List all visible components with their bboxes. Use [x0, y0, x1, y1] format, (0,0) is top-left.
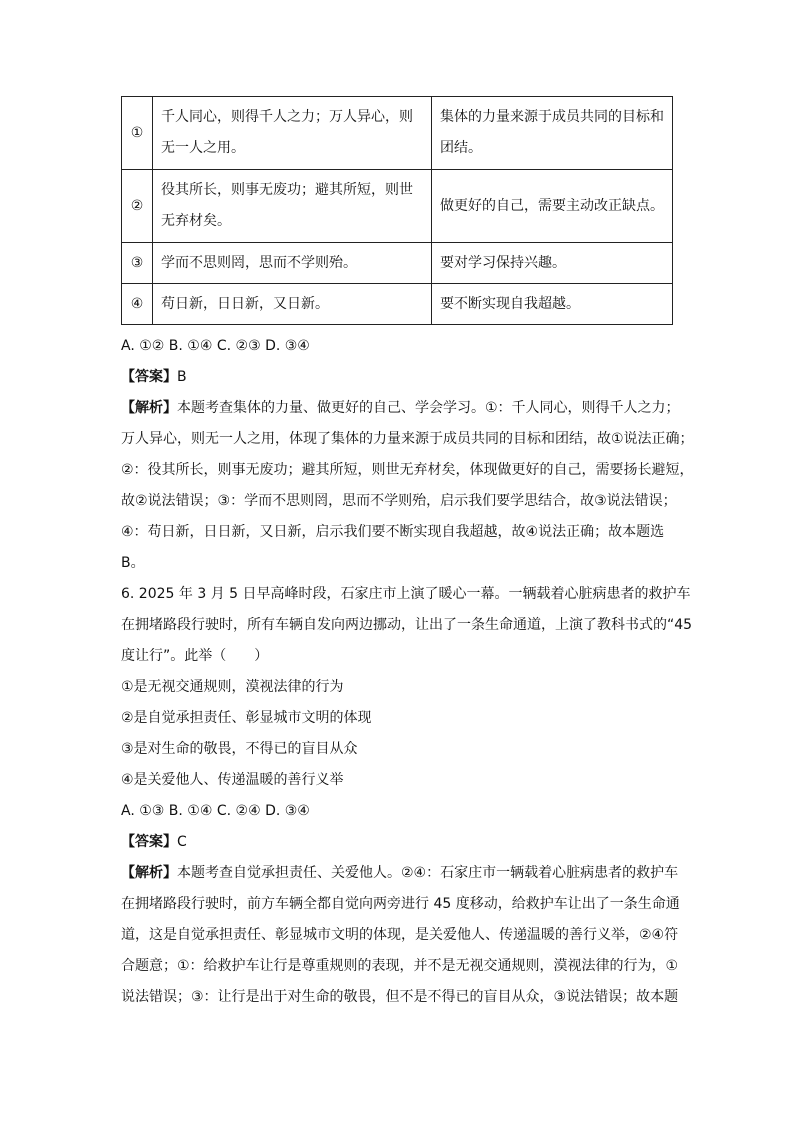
q5-analysis-line: ④：苟日新，日日新，又日新，启示我们要不断实现自我超越，故④说法正确；故本题选 — [121, 524, 665, 540]
analysis-text: 本题考查集体的力量、做更好的自己、学会学习。①：千人同心，则得千人之力； — [177, 400, 680, 416]
analysis-tag: 【解析】 — [121, 865, 177, 881]
analysis-text: 本题考查自觉承担责任、关爱他人。②④：石家庄市一辆载着心脏病患者的救护车 — [177, 865, 679, 881]
q6-stem-line: 6. 2025 年 3 月 5 日早高峰时段，石家庄市上演了暖心一幕。一辆载着心脏病患者的救护车 — [121, 586, 691, 602]
q5-analysis-line — [121, 398, 681, 418]
table-row — [122, 284, 673, 325]
q5-analysis-line: 万人异心，则无一人之用，体现了集体的力量来源于成员共同的目标和团结，故①说法正确； — [121, 431, 694, 447]
table-row — [122, 243, 673, 284]
q6-analysis-line: 说法错误；③：让行是出于对生命的敬畏，但不是不得已的盲目从众，③说法错误；故本题 — [121, 989, 679, 1005]
q6-stem-line: 在拥堵路段行驶时，所有车辆自发向两边挪动，让出了一条生命通道，上演了教科书式的“45 — [121, 617, 693, 633]
row-number: ③ — [122, 243, 153, 284]
table-row — [122, 97, 673, 170]
q6-answer — [121, 832, 681, 852]
q5-options: A. ①② B. ①④ C. ②③ D. ③④ — [121, 338, 310, 354]
analysis-tag: 【解析】 — [121, 400, 177, 416]
answer-tag: 【答案】 — [121, 834, 177, 850]
q6-options: A. ①③ B. ①④ C. ②④ D. ③④ — [121, 803, 310, 819]
q6-choice: ③是对生命的敬畏，不得已的盲目从众 — [121, 741, 358, 757]
q6-analysis-line: 合题意；①：给救护车让行是尊重规则的表现，并不是无视交通规则，漠视法律的行为，① — [121, 958, 679, 974]
q6-stem-line: 度让行”。此举（ ） — [121, 648, 269, 664]
explain-cell: 做更好的自己，需要主动改正缺点。 — [432, 170, 673, 243]
q6-choice: ②是自觉承担责任、彰显城市文明的体现 — [121, 710, 372, 726]
quote-table — [121, 96, 673, 325]
q5-analysis-line: B。 — [121, 555, 145, 571]
q6-choice: ④是关爱他人、传递温暖的善行义举 — [121, 772, 344, 788]
row-number: ② — [122, 170, 153, 243]
explain-cell: 集体的力量来源于成员共同的目标和团结。 — [432, 97, 673, 170]
row-number: ④ — [122, 284, 153, 325]
answer-value: C — [177, 834, 187, 850]
q6-choice: ①是无视交通规则，漠视法律的行为 — [121, 679, 344, 695]
explain-cell: 要对学习保持兴趣。 — [432, 243, 673, 284]
quote-cell: 役其所长，则事无废功；避其所短，则世无弃材矣。 — [153, 170, 432, 243]
row-number: ① — [122, 97, 153, 170]
q6-analysis-line: 道，这是自觉承担责任、彰显城市文明的体现，是关爱他人、传递温暖的善行义举，②④符 — [121, 927, 679, 943]
q5-analysis-line: 故②说法错误；③：学而不思则罔，思而不学则殆，启示我们要学思结合，故③说法错误； — [121, 493, 677, 509]
q6-analysis-line: 在拥堵路段行驶时，前方车辆全都自觉向两旁进行 45 度移动，给救护车让出了一条生命通 — [121, 896, 680, 912]
answer-tag: 【答案】 — [121, 369, 177, 385]
quote-cell: 学而不思则罔，思而不学则殆。 — [153, 243, 432, 284]
quote-cell: 千人同心，则得千人之力；万人异心，则无一人之用。 — [153, 97, 432, 170]
q5-analysis-line: ②：役其所长，则事无废功；避其所短，则世无弃材矣，体现做更好的自己，需要扬长避短， — [121, 462, 694, 478]
quote-cell: 苟日新，日日新，又日新。 — [153, 284, 432, 325]
table-row — [122, 170, 673, 243]
explain-cell: 要不断实现自我超越。 — [432, 284, 673, 325]
q5-answer — [121, 367, 681, 387]
answer-value: B — [177, 369, 187, 385]
q6-analysis-line — [121, 863, 681, 883]
